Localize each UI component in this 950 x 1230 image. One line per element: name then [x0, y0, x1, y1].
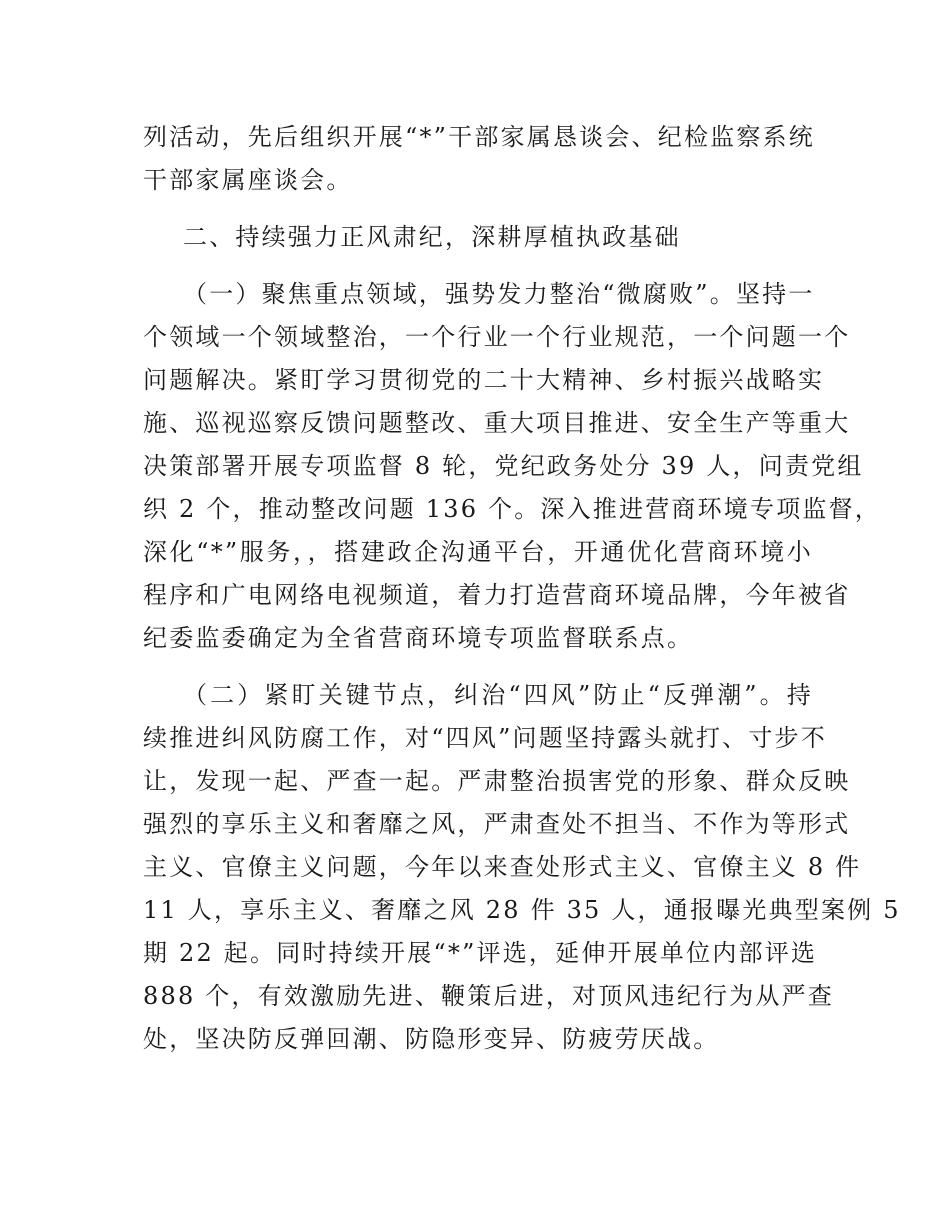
paragraph-line: 续推进纠风防腐工作，对“四风”问题坚持露头就打、寸步不 [143, 724, 827, 752]
paragraph-line: 主义、官僚主义问题，今年以来查处形式主义、官僚主义 8 件 [143, 853, 862, 881]
paragraph-line: 施、巡视巡察反馈问题整改、重大项目推进、安全生产等重大 [143, 409, 851, 437]
paragraph-line: 列活动，先后组织开展“*”干部家属恳谈会、纪检监察系统 [143, 123, 815, 151]
paragraph-line: 深化“*”服务，，搭建政企沟通平台，开通优化营商环境小 [143, 538, 813, 566]
subsection-heading-line: （二）紧盯关键节点，纠治“四风”防止“反弹潮”。持 [183, 681, 813, 709]
paragraph-line: 织 2 个，推动整改问题 136 个。深入推进营商环境专项监督， [143, 495, 881, 523]
paragraph-line: 个领域一个领域整治，一个行业一个行业规范，一个问题一个 [143, 323, 851, 351]
paragraph-line: 11 人，享乐主义、奢靡之风 28 件 35 人，通报曝光典型案例 5 [143, 896, 901, 924]
paragraph-line: 干部家属座谈会。 [143, 166, 353, 194]
paragraph-line: 问题解决。紧盯学习贯彻党的二十大精神、乡村振兴战略实 [143, 366, 825, 394]
paragraph-line: 强烈的享乐主义和奢靡之风，严肃查处不担当、不作为等形式 [143, 810, 851, 838]
paragraph-line: 决策部署开展专项监督 8 轮，党纪政务处分 39 人，问责党组 [143, 452, 864, 480]
paragraph-line: 程序和广电网络电视频道，着力打造营商环境品牌，今年被省 [143, 581, 851, 609]
section-heading: 二、持续强力正风肃纪，深耕厚植执政基础 [183, 223, 681, 251]
paragraph-line: 888 个，有效激励先进、鞭策后进，对顶风违纪行为从严查 [143, 982, 835, 1010]
subsection-heading-line: （一）聚焦重点领域，强势发力整治“微腐败”。坚持一 [183, 280, 815, 308]
paragraph-line: 处，坚决防反弹回潮、防隐形变异、防疲劳厌战。 [143, 1025, 720, 1053]
paragraph-line: 纪委监委确定为全省营商环境专项监督联系点。 [143, 624, 694, 652]
paragraph-line: 让，发现一起、严查一起。严肃整治损害党的形象、群众反映 [143, 767, 851, 795]
paragraph-line: 期 22 起。同时持续开展“*”评选，延伸开展单位内部评选 [143, 939, 818, 967]
